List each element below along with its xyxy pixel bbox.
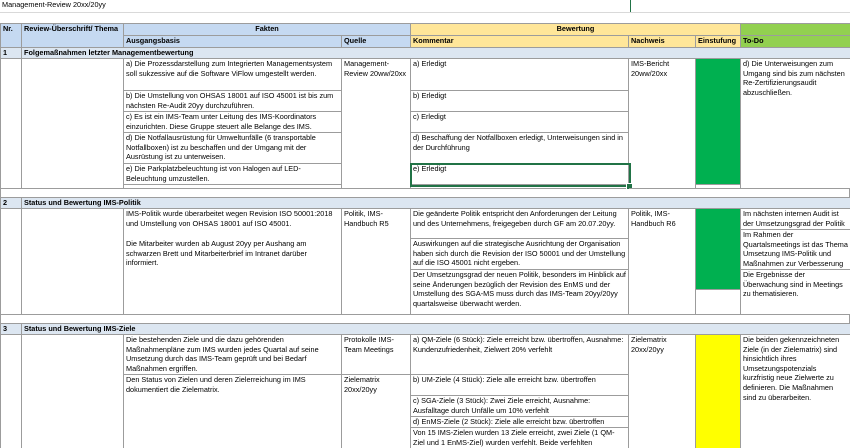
status-2-empty xyxy=(696,290,741,315)
comment-2a[interactable]: Die geänderte Politik entspricht den Anforderungen der Leitung und des Unternehmens, freigegeben durch GF am 20.07.20yy. xyxy=(411,209,629,239)
title-cell[interactable]: Management-Review 20xx/20yy xyxy=(2,0,106,9)
header-ausgangsbasis[interactable]: Ausgangsbasis xyxy=(124,36,342,48)
header-kommentar[interactable]: Kommentar xyxy=(411,36,629,48)
comment-1a[interactable]: a) Erledigt xyxy=(411,59,629,91)
section-2-nr[interactable]: 2 xyxy=(0,198,22,209)
header-bewertung[interactable]: Bewertung xyxy=(411,23,741,36)
section-2-topic-body xyxy=(22,209,124,315)
comment-1b[interactable]: b) Erledigt xyxy=(411,91,629,112)
col-divider xyxy=(630,0,631,12)
comment-1d[interactable]: d) Beschaffung der Notfallboxen erledigt, Unterweisungen sind in der Durchführung xyxy=(411,133,629,164)
section-3-title[interactable]: Status und Bewertung IMS-Ziele xyxy=(22,324,850,335)
comment-3a[interactable]: a) QM-Ziele (6 Stück): Ziele erreicht bzw. übertroffen, Ausnahme: Kundenzufriedenheit, Zielwert 20% verfehlt xyxy=(411,335,629,375)
header-quelle[interactable]: Quelle xyxy=(342,36,411,48)
section-1-topic-body xyxy=(22,59,124,189)
comment-3e[interactable]: Von 15 IMS-Zielen wurden 13 Ziele erreicht, zwei Ziele (1 QM-Ziel und 1 EnMS-Ziel) wurden verfehlt. Beide verfehlten xyxy=(411,428,629,448)
todo-1[interactable]: d) Die Unterweisungen zum Umgang sind bis zum nächsten Re-Zertifizierungsaudit abzuschließen. xyxy=(741,59,850,189)
fact-1a[interactable]: a) Die Prozessdarstellung zum Integrierten Managementsystem soll sukzessive auf die Software ViFlow umgestellt werden. xyxy=(124,59,342,91)
section-1-nr[interactable]: 1 xyxy=(0,48,22,59)
header-fakten[interactable]: Fakten xyxy=(124,23,411,36)
spacer-row-2 xyxy=(0,315,850,324)
status-3-yellow[interactable] xyxy=(696,335,741,448)
proof-3[interactable]: Zielematrix 20xx/20yy xyxy=(629,335,696,448)
fact-1e[interactable]: e) Die Parkplatzbeleuchtung ist von Halogen auf LED-Beleuchtung umzustellen. xyxy=(124,164,342,185)
todo-2b[interactable]: Im Rahmen der Quartalsmeetings ist das Thema Umsetzung IMS-Politik und Maßnahmen zur Verbesserung xyxy=(741,230,850,270)
comment-3c[interactable]: c) SGA-Ziele (3 Stück): Zwei Ziele erreicht, Ausnahme: Ausfalltage durch Unfälle um 10% verfehlt xyxy=(411,396,629,417)
header-nachweis[interactable]: Nachweis xyxy=(629,36,696,48)
fact-1d[interactable]: d) Die Notfallausrüstung für Umweltunfälle (6 transportable Notfallboxen) ist zu beschaffen und der Umgang mit der Ausrüstung ist zu unterweisen. xyxy=(124,133,342,164)
todo-2c[interactable]: Die Ergebnisse der Überwachung sind in Meetings zu thematisieren. xyxy=(741,270,850,315)
proof-1[interactable]: IMS-Bericht 20ww/20xx xyxy=(629,59,696,189)
section-2-title[interactable]: Status und Bewertung IMS-Politik xyxy=(22,198,850,209)
section-2-nr-body xyxy=(0,209,22,315)
comment-3b[interactable]: b) UM-Ziele (4 Stück): Ziele alle erreicht bzw. übertroffen xyxy=(411,375,629,396)
comment-2b[interactable]: Auswirkungen auf die strategische Ausrichtung der Organisation haben sich durch die Revision der ISO 50001 und der Umstellung auf die ISO 45001 nicht ergeben. xyxy=(411,239,629,270)
header-einstufung[interactable]: Einstufung xyxy=(696,36,741,48)
source-3a[interactable]: Protokolle IMS-Team Meetings xyxy=(342,335,411,375)
comment-1c[interactable]: c) Erledigt xyxy=(411,112,629,133)
source-1[interactable]: Management-Review 20ww/20xx xyxy=(342,59,411,189)
fact-1c[interactable]: c) Es ist ein IMS-Team unter Leitung des IMS-Koordinators einzurichten. Diese Gruppe steuert alle Belange des IMS. xyxy=(124,112,342,133)
fact-1b[interactable]: b) Die Umstellung von OHSAS 18001 auf ISO 45001 ist bis zum nächsten Re-Audit 20yy durchzuführen. xyxy=(124,91,342,112)
fact-3b[interactable]: Den Status von Zielen und deren Zielerreichung im IMS dokumentiert die Zielematrix. xyxy=(124,375,342,448)
fact-2a[interactable]: IMS-Politik wurde überarbeitet wegen Revision ISO 50001:2018 und Umstellung von OHSAS 18001 auf ISO 45001. xyxy=(126,209,333,228)
comment-1e[interactable]: e) Erledigt xyxy=(411,164,629,185)
todo-2a[interactable]: Im nächsten internen Audit ist der Umsetzungsgrad der Politik xyxy=(741,209,850,230)
header-nr[interactable]: Nr. xyxy=(0,23,22,48)
section-1-nr-body xyxy=(0,59,22,189)
section-3-nr[interactable]: 3 xyxy=(0,324,22,335)
fact-2b[interactable]: Die Mitarbeiter wurden ab August 20yy per Aushang am schwarzen Brett und Mitarbeiterbrief im Intranet darüber informiert. xyxy=(124,239,342,315)
cell-selection[interactable] xyxy=(410,163,631,187)
header-review-topic[interactable]: Review-Überschrift/ Thema xyxy=(22,23,124,48)
section-3-nr-body xyxy=(0,335,22,448)
source-3b[interactable]: Zielematrix 20xx/20yy xyxy=(342,375,411,448)
status-1-green[interactable] xyxy=(696,59,741,185)
status-2-green[interactable] xyxy=(696,209,741,290)
comment-3d[interactable]: d) EnMS-Ziele (2 Stück): Ziele alle erreicht bzw. übertroffen xyxy=(411,417,629,428)
comment-2c[interactable]: Der Umsetzungsgrad der neuen Politik, besonders im Hinblick auf seine Änderungen bezüglich der Revision des EnMS und der Umstellung des SGA-MS muss durch das IMS-Team 20yy/20yy quartalsweise überwacht werden. xyxy=(411,270,629,315)
row-divider xyxy=(0,12,850,13)
fact-3a[interactable]: Die bestehenden Ziele und die dazu gehörenden Maßnahmenpläne zum IMS wurden jedes Quartal auf seine Umsetzung durch das IMS-Team geprüft und bei Bedarf Maßnahmen ergriffen. xyxy=(124,335,342,375)
header-todo-top xyxy=(741,23,850,36)
section-3-topic-body xyxy=(22,335,124,448)
source-2[interactable]: Politik, IMS-Handbuch R5 xyxy=(342,209,411,315)
section-1-title[interactable]: Folgemaßnahmen letzter Managementbewertung xyxy=(22,48,850,59)
todo-3[interactable]: Die beiden gekennzeichneten Ziele (in der Zielematrix) sind hinsichtlich ihres Umsetzungspotenzials kurzfristig neue Zielwerte zu definieren. Die Maßnahmen sind zu überarbeiten. xyxy=(743,335,840,402)
proof-2[interactable]: Politik, IMS-Handbuch R6 xyxy=(629,209,696,315)
spacer-row-1 xyxy=(0,189,850,198)
header-todo[interactable]: To-Do xyxy=(741,36,850,48)
